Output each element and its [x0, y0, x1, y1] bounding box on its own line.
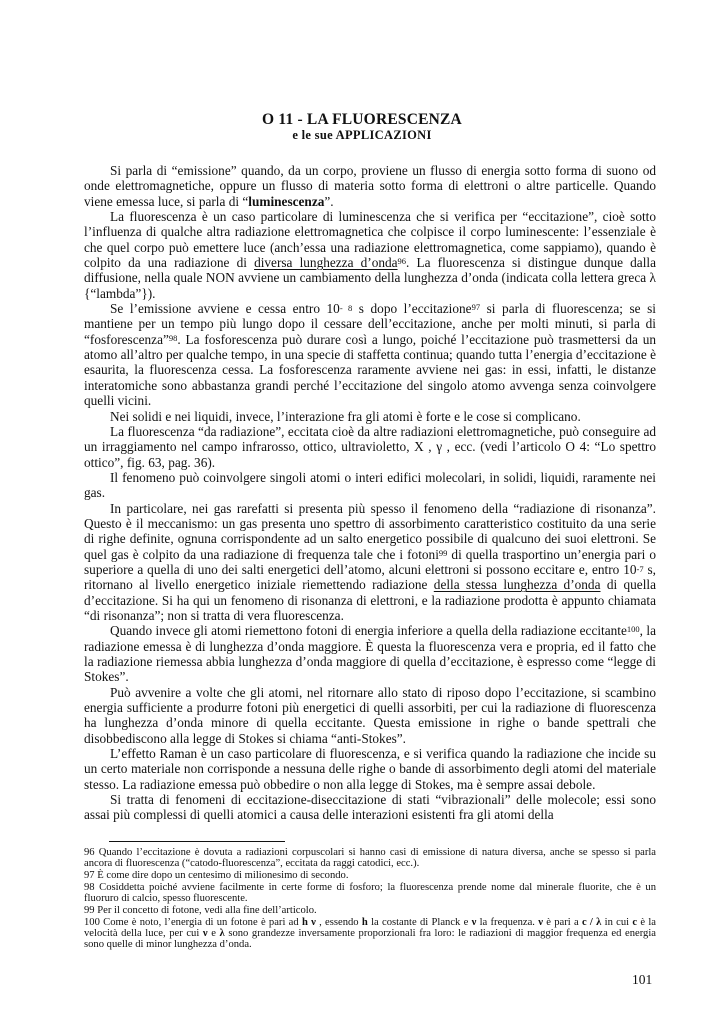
- footnote-text: Quando l’eccitazione è dovuta a radiazioni corpuscolari si hanno casi di emissione di natura diversa, anche se spesso si parla ancora di fluorescenza (“catodo-fluorescenza”, eccitata da raggi catodici, ecc.).: [84, 847, 656, 870]
- page-number: 101: [632, 972, 653, 987]
- paragraph: La fluorescenza “da radiazione”, eccitata cioè da altre radiazioni elettromagnetiche, può conseguire ad un irraggiamento nel campo infrarosso, ottico, ultravioletto, X , γ , ecc. (vedi l’articolo O 4: “Lo spettro ottico”, fig. 63, pag. 36).: [84, 423, 657, 470]
- footnote-text: in cui: [601, 916, 633, 928]
- text-run: ”.: [324, 193, 334, 209]
- footnote-number: 99: [84, 904, 95, 916]
- text-run: Se l’emissione avviene e cessa entro 10: [110, 301, 340, 317]
- text-run: si parla di fluorescenza; se si mantiene per un tempo più lungo dopo il cessare dell’eccitazione, anche per molti minuti, si parla di “fosforescenza”: [84, 301, 656, 347]
- footnote-text: sono grandezze inversamente proporzionali fra loro: le radiazioni di maggior frequenza ed energia sono quelle di minor lunghezza d’onda.: [84, 927, 656, 950]
- text-run: In particolare, nei gas rarefatti si presenta più spesso il fenomeno della “radiazione di risonanza”. Questo è il meccanismo: un gas presenta uno spettro di assorbimento caratteristico costituito da una serie di righe definite, ognuna corrispondente ad un salto energetico possibile di qualcuno dei suoi elettroni. Se quel gas è colpito da una radiazione di frequenza tale che i fotoni: [84, 500, 656, 562]
- footnote-100: [84, 917, 656, 951]
- footnote-text: e: [207, 927, 220, 939]
- footnote-text: è la velocità della luce, per cui: [84, 916, 656, 939]
- text-run: s dopo l’eccitazione: [352, 301, 472, 317]
- paragraph: [84, 209, 656, 301]
- underlined-term: diversa lunghezza d’onda: [254, 255, 398, 271]
- formula: h: [361, 916, 368, 928]
- text-run: , la radiazione emessa è di lunghezza d’onda maggiore. È questa la fluorescenza vera e propria, ed il fatto che la radiazione riemessa abbia lunghezza d’onda maggiore di quella d’eccitazione, è espresso come “legge di Stokes”.: [84, 623, 656, 685]
- footnote-ref: 98: [168, 332, 178, 343]
- exponent: - 8: [339, 303, 353, 314]
- text-run: . La fosforescenza può durare così a lungo, poiché l’eccitazione può trasmettersi da un atomo all’altro per qualche tempo, in una specie di staffetta continua; quando tutta l’energia d’eccitazione è esaurita, la fluorescenza cessa. La fosforescenza raramente avviene nei gas: in essi, infatti, le distanze interatomiche sono abbastanza grandi perché l’eccitazione del singolo atomo avvenga senza coinvolgere quelli vicini.: [84, 331, 656, 409]
- article-title: O 11 - LA FLUORESCENZA: [262, 111, 462, 128]
- footnotes: [84, 847, 656, 951]
- footnote-number: 98: [84, 881, 95, 893]
- footnote-text: Come è noto, l’energia di un fotone è pari ad: [99, 916, 302, 928]
- paragraph: [84, 163, 656, 209]
- exponent: -7: [636, 563, 644, 574]
- footnote-divider: [109, 841, 285, 842]
- text-run: di quella d’eccitazione. Si ha qui un fenomeno di risonanza di elettroni, e la radiazione prodotta è appunto chiamata “di risonanza”; non si tratta di vera fluorescenza.: [84, 577, 657, 623]
- text-run: di quella trasportino un’energia pari o superiore a quella di uno dei salti energetici dell’atomo, alcuni elettroni si possono eccitare e, entro 10: [84, 546, 656, 577]
- footnote-96: [84, 847, 656, 869]
- formula: ν: [471, 916, 477, 928]
- bold-term: luminescenza: [248, 193, 325, 209]
- paragraph: L’effetto Raman è un caso particolare di fluorescenza, e si verifica quando la radiazione che incide su un certo materiale non corrisponde a nessuna delle righe o bande di assorbimento degli atomi del materiale stesso. La radiazione emessa può obbedire o non alla legge di Stokes, ma è sempre assai debole.: [84, 746, 656, 792]
- footnote-number: 97: [84, 870, 95, 881]
- article-body: [84, 163, 656, 823]
- footnote-97: [84, 870, 656, 881]
- footnote-text: È come dire dopo un centesimo di milionesimo di secondo.: [94, 870, 349, 881]
- text-run: Quando invece gli atomi riemettono fotoni di energia inferiore a quella della radiazione eccitante: [110, 623, 627, 639]
- footnote-text: , essendo: [315, 916, 362, 928]
- formula: λ: [219, 927, 225, 939]
- footnote-98: [84, 882, 656, 904]
- article-subtitle: e le sue APPLICAZIONI: [292, 128, 432, 142]
- footnote-number: 100: [84, 916, 100, 928]
- footnote-ref: 96: [397, 256, 407, 267]
- footnote-text: Per il concetto di fotone, vedi alla fine dell’articolo.: [94, 904, 317, 916]
- footnote-ref: 97: [471, 302, 481, 313]
- paragraph: Nei solidi e nei liquidi, invece, l’interazione fra gli atomi è forte e le cose si complicano.: [110, 408, 581, 424]
- formula: ν: [538, 916, 543, 928]
- paragraph: [84, 501, 656, 624]
- formula: h ν: [301, 916, 316, 928]
- footnote-ref: 100: [626, 624, 640, 635]
- text-run: La fluorescenza è un caso particolare di luminescenza che si verifica per “eccitazione”, cioè sotto l’influenza di qualche altra radiazione elettromagnetica che colpisce il corpo luminescente: l’essenziale è che quel corpo può emettere luce (anch’essa una radiazione elettromagnetica, come sappiamo), quando è colpito da una radiazione di: [84, 209, 656, 271]
- footnote-text: la costante di Planck e: [367, 916, 472, 928]
- text-run: s, ritornano al livello energetico iniziale riemettendo radiazione: [84, 561, 656, 593]
- footnote-text: è pari a: [542, 916, 582, 928]
- paragraph: [84, 301, 656, 408]
- formula: ν: [202, 927, 208, 939]
- formula: c / λ: [581, 916, 602, 928]
- footnote-text: la frequenza.: [476, 916, 539, 928]
- text-run: Si parla di “emissione” quando, da un corpo, proviene un flusso di energia sotto forma di suono od onde elettromagnetiche, oppure un flusso di materia sotto forma di elettroni o altre particelle. Quando viene emessa luce, si parla di “: [84, 163, 656, 209]
- formula: c: [632, 916, 638, 928]
- paragraph: [84, 623, 656, 684]
- text-run: . La fluorescenza si distingue dunque dalla diffusione, nella quale NON avviene un cambiamento della lunghezza d’onda (indicata colla lettera greca λ {“lambda”}).: [84, 255, 656, 301]
- underlined-term: della stessa lunghezza d’onda: [433, 577, 601, 593]
- footnote-99: [84, 905, 656, 916]
- paragraph: Si tratta di fenomeni di eccitazione-diseccitazione di stati “vibrazionali” delle molecole; essi sono assai più complessi di quelli atomici a causa delle interazioni esistenti fra gli atomi della: [84, 792, 656, 823]
- footnote-ref: 99: [438, 547, 448, 558]
- paragraph: Il fenomeno può coinvolgere singoli atomi o interi edifici molecolari, in solidi, liquidi, raramente nei gas.: [84, 469, 656, 501]
- footnote-number: 96: [84, 847, 95, 858]
- paragraph: Può avvenire a volte che gli atomi, nel ritornare allo stato di riposo dopo l’eccitazione, si scambino energia sufficiente a produrre fotoni più energetici di quelli assorbiti, per cui la radiazione di fluorescenza ha lunghezza d’onda minore di quella eccitante. Questa emissione in righe o bande spettrali che disobbediscono alla legge di Stokes si chiama “anti-Stokes”.: [84, 684, 656, 746]
- footnote-text: Cosiddetta poiché avviene facilmente in certe forme di fosforo; la fluorescenza prende nome dal minerale fluorite, che è un fluoruro di calcio, spesso fluorescente.: [84, 881, 656, 904]
